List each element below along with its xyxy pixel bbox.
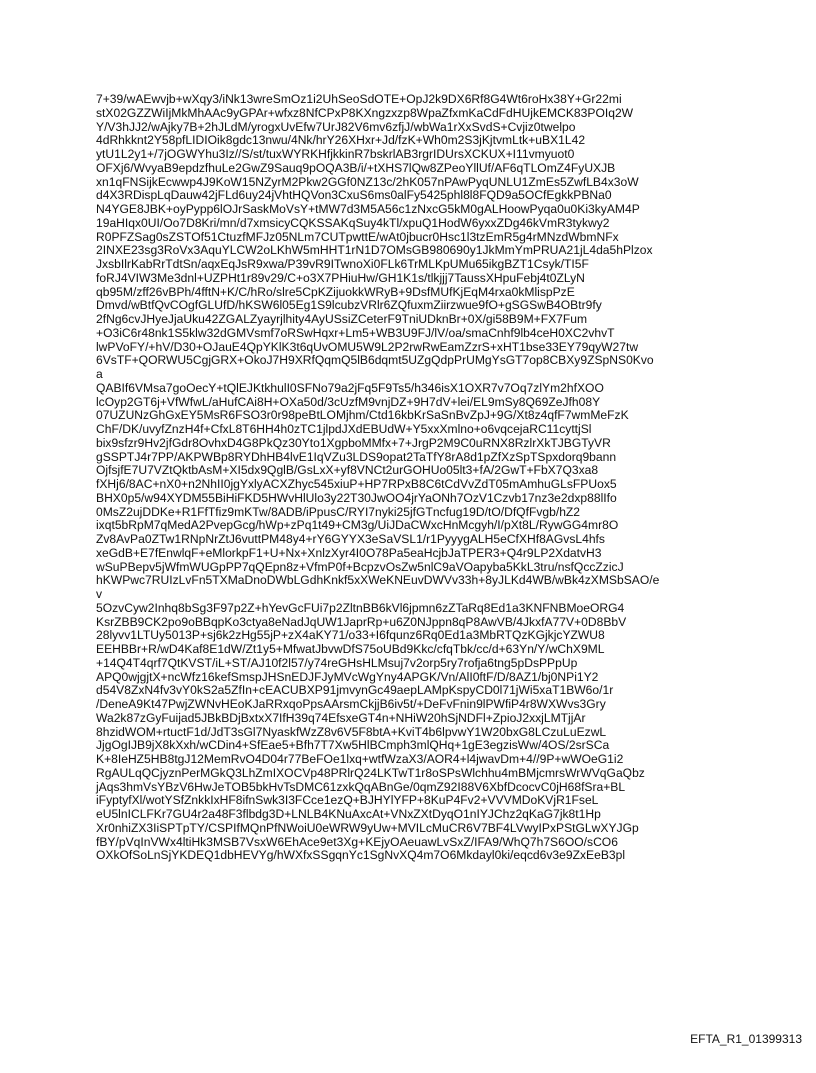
encoded-line: EEHBBr+R/wD4Kaf8E1dW/Zt1y5+MfwatJbvwDfS75oUBd9Kkc/cfqTbk/cc/d+63Yn/Y/wChX9ML <box>96 642 605 656</box>
encoded-line: OFXj6/WvyaB9epdzfhuLe2GwZ9Sauq9pOQA3B/i/+tXHS7lQw8ZPeoYllUf/AF6qTLOmZ4FyUXJB <box>96 160 616 175</box>
encoded-line: Dmvd/wBtfQvCOgfGLUfD/hKSW6l05Eg1S9lcubzVRlr6ZQfuxmZiirzwue9fO+gSGSwB4OBtr9fy <box>96 298 602 313</box>
encoded-line: N4YGE8JBK+oyPypp6lOJrSaskMoVsY+tMW7d3M5A56c1zNxcG5kM0gALHoowPyqa0u0Ki3kyAM4P <box>96 202 640 216</box>
encoded-line: /DeneA9Kt47PwjZWNvHEoKJaRRxqoPpsAArsmCkjjB6iv5t/+DeFvFnin9lPWfiP4r8WXWvs3Gry <box>96 697 606 711</box>
encoded-line: jAqs3hmVsYBzV6HwJeTOB5bkHvTsDMC61zxkQqABnGe/0qmZ92I88V6XbfDcocvC0jH68fSra+BL <box>96 779 626 794</box>
encoded-line: foRJ4VIW3Me3dnl+UZPHt1r89v29/C+o3X7PHiuHw/GH1K1s/tlkjjj7TaussXHpuFebj4t0ZLyN <box>96 270 585 285</box>
encoded-line: stX02GZZWiIjMkMhAAc9yGPAr+wfxz8NfCPxP8KXngzxzp8WpaZfxmKaCdFdHUjkEMCK83POIq2W <box>96 105 634 120</box>
encoded-line: K+8IeHZ5HB8tgJ12MemRvO4D04r77BeFOe1lxq+wtfWzaX3/AOR4+l4jwavDm+4//9P+wWOeG1i2 <box>96 752 624 766</box>
encoded-line: Wa2k87zGyFuijad5JBkBDjBxtxX7IfH39q74EfsxeGT4n+NHiW20hSjNDFl+ZpioJ2xxjLMTjjAr <box>96 710 586 725</box>
encoded-line: gSSPTJ4r7PP/AKPWBp8RYDhHB4lvE1IqVZu3LDS9opat2TaTfY8rA8d1pZfXzSpTSpxdorq9bann <box>96 449 617 464</box>
encoded-line: bix9sfzr9Hv2jfGdr8OvhxD4G8PkQz30Yto1XgpboMMfx+7+JrgP2M9C0uRNX8RzlrXkTJBGTyVR <box>96 435 611 450</box>
encoded-line: 19aHIqx0UI/Oo7D8Kri/mn/d7xmsicyCQKSSAKqSuy4kTl/xpuQ1HodW6yxxZDg46kVmR3tykwy2 <box>96 215 610 230</box>
encoded-line: 5OzvCyw2Inhq8bSg3F97p2Z+hYevGcFUi7p2ZltnBB6kVl6jpmn6zZTaRq8Ed1a3KNFNBMoeORG4 <box>96 600 625 615</box>
encoded-line: +O3iC6r48nk1S5klw32dGMVsmf7oRSwHqxr+Lm5+WB3U9FJ/lV/oa/smaCnhf9lb4ceH0XC2vhvT <box>96 325 615 340</box>
encoded-line: eU5lnICLFKr7GU4r2a48F3flbdg3D+LNLB4KNuAxcAt+VNxZXtDyqO1nIYJChz2qKaG7jk8t1Hp <box>96 807 601 821</box>
encoded-line: R0PFZSag0sZSTOf51CtuzfMFJz05NLm7CUTpwttE/wAt0jbucr0Hsc1l3tzEmR5g4rMNzdWbmNFx <box>96 229 619 244</box>
encoded-line: 8hzidWOM+rtuctF1d/JdT3sGl7NyaskfWzZ8v6V5F8btA+KviT4b6lpvwY1W20bxG8LCzuLuEzwL <box>96 724 607 739</box>
document-id: EFTA_R1_01399313 <box>690 1032 802 1046</box>
encoded-line: lwPVoFY/+hV/D30+OJauE4QpYKlK3t6qUvOMU5W9L2P2rwRwEamZzrS+xHT1bse33EY79qyW27tw <box>96 339 639 354</box>
encoded-line: lcOyp2GT6j+VfWfwL/aHufCAi8H+OXa50d/3cUzfM9vnjDZ+9H7dV+lei/EL9mSy8Q69ZeJfh08Y <box>96 394 601 409</box>
encoded-line: 7+39/wAEwvjb+wXqy3/iNk13wreSmOz1i2UhSeoSdOTE+OpJ2k9DX6Rf8G4Wt6roHx38Y+Gr22mi <box>96 92 622 106</box>
encoded-line: 28lyvv1LTUy5013P+sj6k2zHg55jP+zX4aKY71/o33+I6fqunz6Rq0Ed1a3MbRTQzKGjkjcYZWU8 <box>96 628 605 643</box>
encoded-line: 07UZUNzGhGxEY5MsR6FSO3r0r98peBtLOMjhm/Ctd16kbKrSaSnBvZpJ+9G/Xt8z4qfF7wmMeFzK <box>96 408 629 423</box>
encoded-line: a <box>96 367 103 381</box>
encoded-line: Zv8AvPa0ZTw1RNpNrZtJ6vuttPM48y4+rY6GYYX3eSaVSL1/r1PyyygALH5eCfXHf8AGvsL4hfs <box>96 532 605 546</box>
encoded-line: ixqt5bRpM7qMedA2PvepGcg/hWp+zPq1t49+CM3g/UiJDaCWxcHnMcgyh/I/pXt8L/RywGG4mr8O <box>96 518 619 533</box>
encoded-line: iFyptyfXl/wotYSfZnkkIxHF8ifnSwk3I3FCce1ezQ+BJHYlYFP+8KuP4Fv2+VVVMDoKVjR1FseL <box>96 793 599 808</box>
encoded-line: wSuPBepv5jWfmWUGpPP7qQEpn8z+VfmP0f+BcpzvOsZw5nlC9aVOapyba5KkL3tru/nsfQccZzicJ <box>96 559 624 574</box>
encoded-line: JjgOgIJB9jX8kXxh/wCDin4+SfEae5+Bfh7T7Xw5HlBCmph3mlQHq+1gE3egzisWw/4OS/2srSCa <box>96 738 610 753</box>
encoded-line: Xr0nhiZX3IiSPTpTY/CSPIfMQnPfNWoiU0eWRW9yUw+MVILcMuCR6V7BF4LVwyIPxPStGLwXYJGp <box>96 820 639 835</box>
encoded-line: v <box>96 587 103 601</box>
encoded-line: 2INXE23sg3RoVx3AquYLCW2oLKhW5mHHT1rN1D7OMsGB980690y1JkMmYmPRUA21jL4da5hPlzox <box>96 243 653 258</box>
encoded-line: qb95M/zff26vBPh/4fftN+K/C/hRo/slre5CpKZijuokkWRyB+9DsfMUfKjEqM4rxa0kMlispPzE <box>96 284 575 299</box>
encoded-line: BHX0p5/w94XYDM55BiHiFKD5HWvHlUlo3y22T30JwOO4jrYaONh7OzV1Czvb17nz3e2dxp88lIfo <box>96 490 617 505</box>
encoded-line: xeGdB+E7fEnwlqF+eMlorkpF1+U+Nx+XnlzXyr4I0O78Pa5eaHcjbJaTPER3+Q4r9LP2XdatvH3 <box>96 545 602 560</box>
encoded-line: KsrZBB9CK2po9oBBqpKo3ctya8eNadJqUW1JaprRp+u6Z0NJppn8qP8AwVB/4JkxfA77V+0D8BbV <box>96 614 627 629</box>
encoded-line: xn1qFNSijkEcwwp4J9KoW15NZyrM2Pkw2GGf0NZ13c/2hK057nPAwPyqUNLU1ZmEs5ZwfLB4x3oW <box>96 174 639 189</box>
encoded-line: d4X3RDispLqDauw42jFLd6uy24jVhtHQVon3CxuS6ms0alFy5425phl8l8FQD9a5OCfEgkkPBNa0 <box>96 188 612 203</box>
encoded-line: fBY/pVqInVWx4ltiHk3MSB7VsxW6EhAce9et3Xg+KEjyOAeuawLvSxZ/IFA9/WhQ7h7S6OO/sCO6 <box>96 834 618 849</box>
encoded-line: ytU1L2y1+/7jOGWYhu3Iz//S/st/tuxWYRKHfjkkinR7bskrlAB3rgrIDUrsXCKUX+I11vmyuot0 <box>96 147 575 161</box>
encoded-line: APQ0wjgjtX+ncWfz16kefSmspJHSnEDJFJyMVcWgYny4APGK/Vn/AlI0ftF/D/8AZ1/bj0NPi1Y2 <box>96 669 599 684</box>
encoded-line: JxsbIlrKabRrTdtSn/aqxEqJsR9xwa/P39vR9ITwnoXi0FLk6TrMLKpUMu65ikgBZT1Csyk/TI5F <box>96 257 589 271</box>
encoded-line: Y/V3hJJ2/wAjky7B+2hJLdM/yrogxUvEfw7UrJ82V6mv6zfjJ/wbWa1rXxSvdS+Cvjiz0twelpo <box>96 119 576 134</box>
encoded-line: 0MsZ2ujDDKe+R1FfTfiz9mKTw/8ADB/iPpusC/RYI7nyki25jfGTncfug19D/tO/DfQfFvgb/hZ2 <box>96 504 581 519</box>
encoded-line: QABIf6VMsa7goOecY+tQlEJKtkhulI0SFNo79a2jFq5F9Ts5/h346isX1OXR7v7Oq7zlYm2hfXOO <box>96 380 604 395</box>
encoded-line: ChF/DK/uvyfZnzH4f+CfxL8T6HH4h0zTC1jlpdJXdEBUdW+Y5xxXmlno+o6vqcejaRC11cyttjSl <box>96 422 592 436</box>
encoded-line: 2fNg6cvJHyeJjaUku42ZGALZyayrjlhity4AyUSsiZCeterF9TniUDknBr+0X/gi58B9M+FX7Fum <box>96 312 588 326</box>
encoded-line: OjfsjfE7U7VZtQktbAsM+XI5dx9QglB/GsLxX+yf8VNCt2urGOHUo05lt3+fA/2GwT+FbX7Q3xa8 <box>96 463 599 478</box>
encoded-line: 6VsTF+QORWU5CgjGRX+OkoJ7H9XRfQqmQ5lB6dqmt5UZgQdpPrUMgYsGT7op8CBXy9ZSpNS0Kvo <box>96 353 654 368</box>
encoded-line: d54V8ZxN4fv3vY0kS2a5ZfIn+cEACUBXP91jmvynGc49aepLAMpKspyCD0l71jWi5xaT1BW6o/1r <box>96 683 614 698</box>
encoded-line: fXHj6/8AC+nX0+n2NhII0jgYxlyACXZhyc545xiuP+HP7RPxB8C6tCdVvZdT05mAmhuGLsFPUox5 <box>96 477 617 491</box>
encoded-line: 4dRhkknt2Y58pfLIDIOik8gdc13nwu/4Nk/hrY26XHxr+Jd/fzK+Wh0m2S3jKjtvmLtk+uBX1L42 <box>96 133 586 148</box>
encoded-line: RgAULqQCjyznPerMGkQ3LhZmIXOCVp48PRlrQ24LKTwT1r8oSPsWlchhu4mBMjcmrsWrWVqGaQbz <box>96 765 645 780</box>
encoded-line: OXkOfSoLnSjYKDEQ1dbHEVYg/hWXfxSSgqnYc1SgNvXQ4m7O6Mkdayl0ki/eqcd6v3e9ZxEeB3pl <box>96 848 626 863</box>
encoded-line: hKWPwc7RUIzLvFn5TXMaDnoDWbLGdhKnkf5xXWeKNEuvDWVv33h+8yJLKd4WB/wBk4zXMSbSAO/e <box>96 573 660 588</box>
encoded-line: +14Q4T4qrf7QtKVST/iL+ST/AJ10f2l57/y74reGHsHLMsuj7v2orp5ry7rofja6tng5pDsPPpUp <box>96 655 578 670</box>
encoded-text-block <box>96 93 736 863</box>
